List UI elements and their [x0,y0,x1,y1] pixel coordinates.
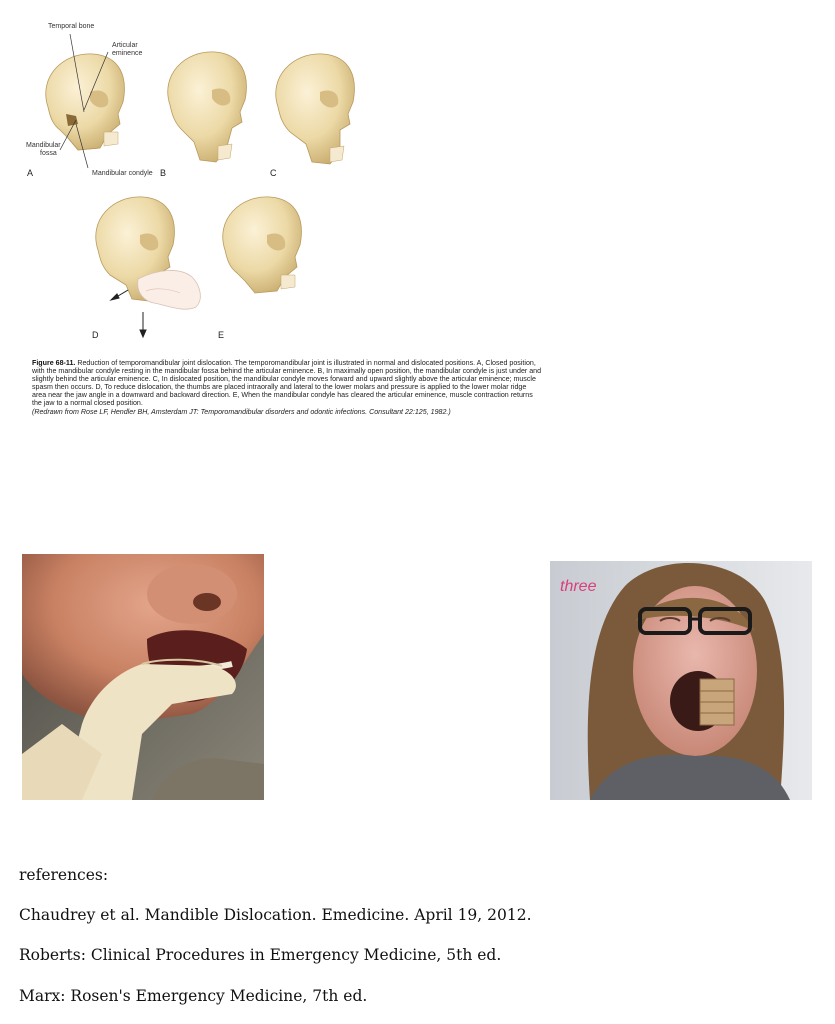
channel-logo: three [560,578,597,595]
label-eminence: eminence [112,50,143,57]
label-mandibular-condyle: Mandibular condyle [92,170,153,177]
skull-e [223,197,302,293]
panel-letter-e: E [218,330,225,340]
tmj-reduction-illustration [0,0,560,350]
references-heading: references: [19,866,109,884]
photo-bite-block [550,561,812,800]
skull-b [168,52,247,162]
label-mandibular: Mandibular [26,142,61,149]
skull-d [96,197,201,309]
figure-caption [32,359,542,416]
skull-c [276,54,355,164]
reference-item-2: Roberts: Clinical Procedures in Emergency Medicine, 5th ed. [19,946,502,964]
panel-letter-d: D [92,330,99,340]
photo-manual-reduction [22,554,264,800]
reference-item-1: Chaudrey et al. Mandible Dislocation. Emedicine. April 19, 2012. [19,906,532,924]
panel-letter-b: B [160,168,167,178]
panel-letter-a: A [27,168,34,178]
reference-item-3: Marx: Rosen's Emergency Medicine, 7th ed. [19,987,368,1005]
skull-a [46,54,125,150]
label-temporal-bone: Temporal bone [48,23,95,30]
figure-caption-text: Reduction of temporomandibular joint dislocation. The temporomandibular joint is illustrated in normal and dislocated positions. A, Closed position, with the mandibular condyle resting in the mandibular fossa behind the articular eminence. B, In maximally open position, the mandibular condyle is just under and slightly behind the articular eminence. C, In dislocated position, the mandibular condyle moves forward and upward slightly above the articular eminence; muscle spasm then occurs. D, To reduce dislocation, the thumbs are placed intraorally and lateral to the lower molars and pressure is applied to the lower molar ridge area near the jaw angle in a downward and backward direction. E, When the mandibular condyle has cleared the articular eminence, muscle contraction returns the jaw to a normal closed position. [32,359,542,408]
figure-number: Figure 68-11. [32,359,76,367]
label-articular: Articular [112,42,138,49]
panel-letter-c: C [270,168,277,178]
label-fossa: fossa [40,150,57,157]
figure-source: (Redrawn from Rose LF, Hendler BH, Amsterdam JT: Temporomandibular disorders and odontic infections. Consultant 22:125, 1982.) [32,407,451,416]
